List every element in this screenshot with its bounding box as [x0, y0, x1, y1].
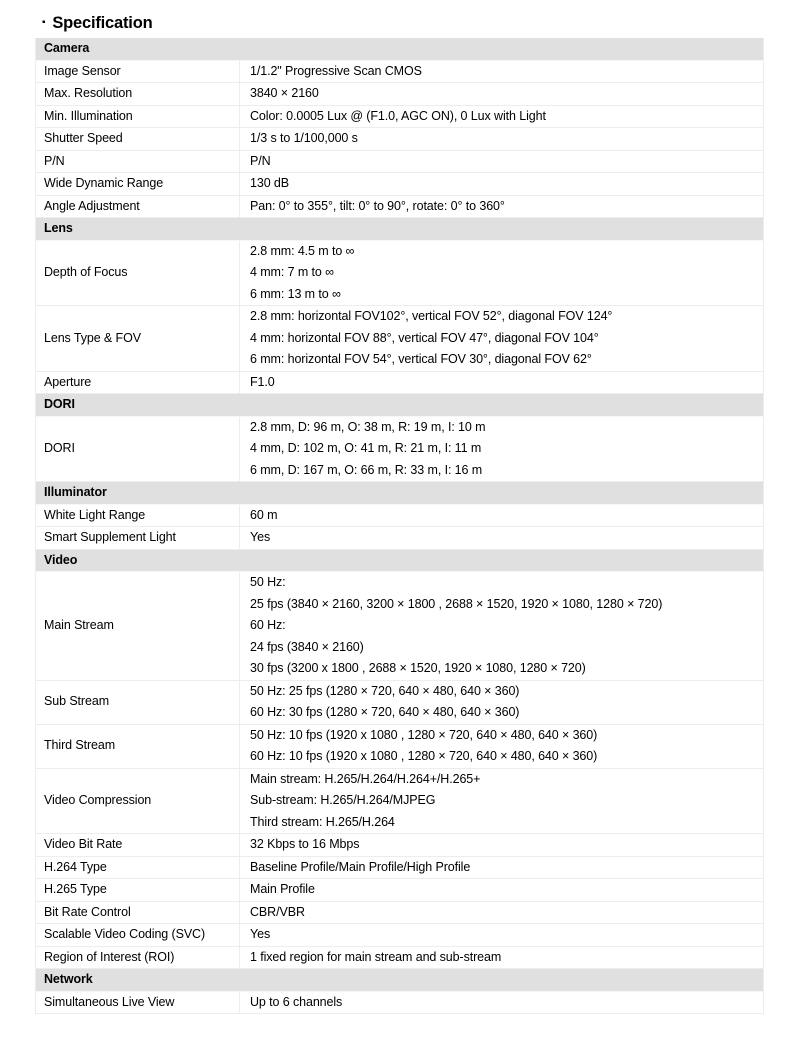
- spec-value: [240, 725, 763, 768]
- spec-row-dori: [36, 417, 763, 483]
- spec-label: Wide Dynamic Range: [36, 173, 240, 195]
- section-header-video: Video: [36, 550, 763, 573]
- spec-row-lens-type-fov: [36, 306, 763, 372]
- spec-label: DORI: [36, 417, 240, 482]
- spec-row-angle-adjustment: [36, 196, 763, 219]
- spec-value-line: Main stream: H.265/H.264/H.264+/H.265+: [250, 771, 481, 786]
- spec-row-depth-of-focus: [36, 241, 763, 307]
- spec-row-smart-supplement-light: [36, 527, 763, 550]
- spec-value-line: Up to 6 channels: [250, 994, 343, 1009]
- spec-value: [240, 372, 763, 394]
- section-header-lens: Lens: [36, 218, 763, 241]
- spec-value-line: 4 mm: horizontal FOV 88°, vertical FOV 47°, diagonal FOV 104°: [250, 330, 599, 345]
- spec-value-line: Yes: [250, 530, 271, 544]
- spec-value-line: 6 mm: horizontal FOV 54°, vertical FOV 30°, diagonal FOV 62°: [250, 352, 592, 366]
- spec-label: H.265 Type: [36, 879, 240, 901]
- spec-value-line: CBR/VBR: [250, 904, 305, 919]
- spec-row-sub-stream: [36, 681, 763, 725]
- spec-label: Depth of Focus: [36, 241, 240, 306]
- spec-value: [240, 769, 763, 834]
- spec-value-line: Pan: 0° to 355°, tilt: 0° to 90°, rotate: 0° to 360°: [250, 198, 505, 213]
- spec-row-simultaneous-live-view: [36, 992, 763, 1015]
- spec-value-line: 1/3 s to 1/100,000 s: [250, 131, 358, 145]
- spec-label: Smart Supplement Light: [36, 527, 240, 549]
- spec-row-region-of-interest-roi: [36, 947, 763, 970]
- spec-value-line: 2.8 mm: 4.5 m to ∞: [250, 243, 355, 258]
- spec-label: Video Compression: [36, 769, 240, 834]
- spec-value: [240, 947, 763, 969]
- spec-label: H.264 Type: [36, 857, 240, 879]
- spec-label: Shutter Speed: [36, 128, 240, 150]
- spec-value: [240, 61, 763, 83]
- spec-value-line: 60 Hz: 10 fps (1920 x 1080 , 1280 × 720, 640 × 480, 640 × 360): [250, 749, 598, 763]
- spec-value-line: 3840 × 2160: [250, 86, 319, 100]
- spec-value: [240, 106, 763, 128]
- spec-value-line: Main Profile: [250, 882, 315, 896]
- spec-label: Bit Rate Control: [36, 902, 240, 924]
- spec-value-line: Third stream: H.265/H.264: [250, 814, 395, 829]
- spec-row-h-265-type: [36, 879, 763, 902]
- spec-row-aperture: [36, 372, 763, 395]
- spec-value-line: Color: 0.0005 Lux @ (F1.0, AGC ON), 0 Lux with Light: [250, 108, 546, 123]
- spec-label: Min. Illumination: [36, 106, 240, 128]
- spec-value-line: 25 fps (3840 × 2160, 3200 × 1800 , 2688 × 1520, 1920 × 1080, 1280 × 720): [250, 596, 663, 611]
- spec-value-line: Baseline Profile/Main Profile/High Profile: [250, 859, 471, 874]
- spec-value: [240, 306, 763, 371]
- spec-value-line: F1.0: [250, 374, 275, 389]
- spec-row-image-sensor: [36, 61, 763, 84]
- spec-label: Scalable Video Coding (SVC): [36, 924, 240, 946]
- spec-value: [240, 417, 763, 482]
- spec-value: [240, 924, 763, 946]
- spec-value-line: 1 fixed region for main stream and sub-stream: [250, 949, 502, 964]
- spec-value: [240, 151, 763, 173]
- spec-row-min-illumination: [36, 106, 763, 129]
- spec-row-max-resolution: [36, 83, 763, 106]
- spec-value-line: 2.8 mm, D: 96 m, O: 38 m, R: 19 m, I: 10 m: [250, 419, 486, 434]
- spec-value-line: 2.8 mm: horizontal FOV102°, vertical FOV 52°, diagonal FOV 124°: [250, 309, 613, 323]
- spec-row-scalable-video-coding-svc: [36, 924, 763, 947]
- spec-value: [240, 241, 763, 306]
- spec-value-line: 24 fps (3840 × 2160): [250, 639, 364, 654]
- spec-row-wide-dynamic-range: [36, 173, 763, 196]
- page-title: [42, 13, 800, 33]
- spec-value: [240, 196, 763, 218]
- spec-label: Main Stream: [36, 572, 240, 680]
- section-header-network: Network: [36, 969, 763, 992]
- bullet-icon: ▪: [42, 17, 46, 28]
- spec-value-line: 1/1.2" Progressive Scan CMOS: [250, 63, 422, 78]
- spec-value: [240, 857, 763, 879]
- spec-label: Third Stream: [36, 725, 240, 768]
- spec-value: [240, 992, 763, 1014]
- spec-label: Aperture: [36, 372, 240, 394]
- spec-row-bit-rate-control: [36, 902, 763, 925]
- spec-label: Simultaneous Live View: [36, 992, 240, 1014]
- spec-value-line: 50 Hz: 10 fps (1920 x 1080 , 1280 × 720, 640 × 480, 640 × 360): [250, 727, 598, 742]
- spec-value-line: Yes: [250, 927, 271, 941]
- spec-value-line: 4 mm, D: 102 m, O: 41 m, R: 21 m, I: 11 m: [250, 441, 482, 455]
- spec-label: Max. Resolution: [36, 83, 240, 105]
- spec-row-white-light-range: [36, 505, 763, 528]
- spec-value-line: 60 m: [250, 507, 278, 522]
- spec-value-line: Sub-stream: H.265/H.264/MJPEG: [250, 793, 436, 807]
- section-header-illuminator: Illuminator: [36, 482, 763, 505]
- spec-label: Image Sensor: [36, 61, 240, 83]
- page-title-text: Specification: [52, 14, 153, 32]
- spec-value-line: 130 dB: [250, 176, 290, 190]
- spec-label: Angle Adjustment: [36, 196, 240, 218]
- spec-value: [240, 128, 763, 150]
- spec-value-line: P/N: [250, 153, 271, 168]
- spec-value-line: 4 mm: 7 m to ∞: [250, 265, 334, 279]
- spec-value: [240, 527, 763, 549]
- spec-value: [240, 681, 763, 724]
- spec-row-video-bit-rate: [36, 834, 763, 857]
- spec-row-h-264-type: [36, 857, 763, 880]
- section-header-dori: DORI: [36, 394, 763, 417]
- spec-value-line: 60 Hz:: [250, 618, 286, 632]
- spec-value: [240, 83, 763, 105]
- spec-value: [240, 902, 763, 924]
- spec-label: Lens Type & FOV: [36, 306, 240, 371]
- spec-label: Video Bit Rate: [36, 834, 240, 856]
- spec-label: White Light Range: [36, 505, 240, 527]
- spec-label: P/N: [36, 151, 240, 173]
- spec-row-p-n: [36, 151, 763, 174]
- spec-value: [240, 505, 763, 527]
- spec-value: [240, 879, 763, 901]
- spec-value: [240, 173, 763, 195]
- spec-value-line: 30 fps (3200 x 1800 , 2688 × 1520, 1920 × 1080, 1280 × 720): [250, 661, 586, 675]
- spec-value: [240, 572, 763, 680]
- spec-value-line: 6 mm: 13 m to ∞: [250, 286, 341, 301]
- spec-label: Region of Interest (ROI): [36, 947, 240, 969]
- spec-row-shutter-speed: [36, 128, 763, 151]
- spec-value: [240, 834, 763, 856]
- spec-value-line: 50 Hz: 25 fps (1280 × 720, 640 × 480, 640 × 360): [250, 683, 520, 698]
- spec-row-main-stream: [36, 572, 763, 681]
- spec-value-line: 50 Hz:: [250, 575, 286, 589]
- spec-row-video-compression: [36, 769, 763, 835]
- spec-value-line: 60 Hz: 30 fps (1280 × 720, 640 × 480, 640 × 360): [250, 705, 520, 719]
- spec-row-third-stream: [36, 725, 763, 769]
- spec-table: [35, 38, 764, 1014]
- spec-label: Sub Stream: [36, 681, 240, 724]
- spec-value-line: 32 Kbps to 16 Mbps: [250, 837, 360, 851]
- section-header-camera: Camera: [36, 38, 763, 61]
- spec-value-line: 6 mm, D: 167 m, O: 66 m, R: 33 m, I: 16 m: [250, 462, 483, 477]
